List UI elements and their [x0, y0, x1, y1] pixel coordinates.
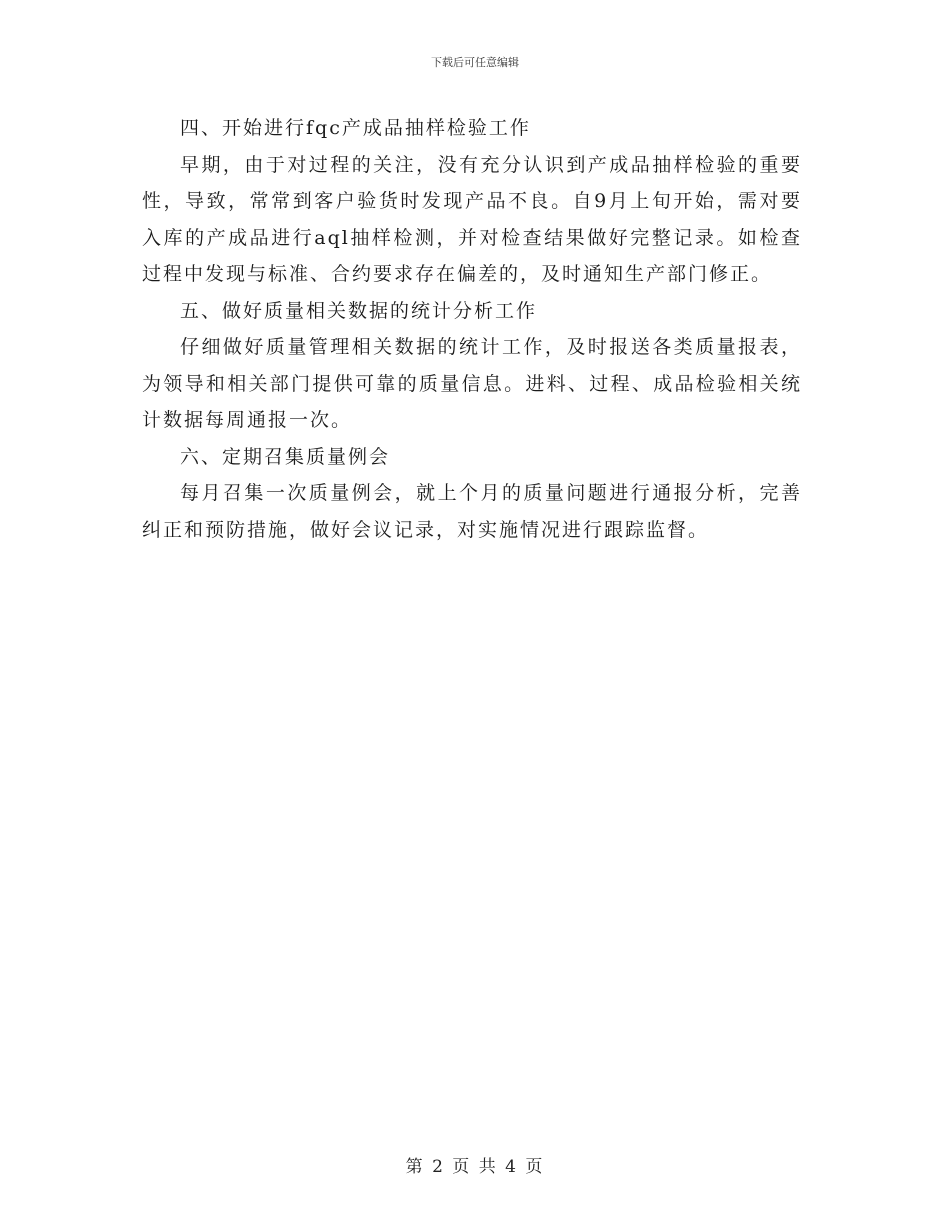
section-heading: 四、开始进行fqc产成品抽样检验工作 [180, 117, 531, 139]
section-paragraph: 每月召集一次质量例会，就上个月的质量问题进行通报分析，完善纠正和预防措施，做好会议记录，对实施情况进行跟踪监督。 [142, 482, 802, 541]
page-footer: 第 2 页 共 4 页 [405, 1157, 545, 1177]
section-heading: 六、定期召集质量例会 [180, 445, 391, 468]
section-paragraph: 仔细做好质量管理相关数据的统计工作，及时报送各类质量报表，为领导和相关部门提供可靠的质量信息。进料、过程、成品检验相关统计数据每周通报一次。 [142, 336, 802, 431]
document-body [142, 110, 802, 548]
header-note: 下载后可任意编辑 [431, 56, 519, 69]
section-heading: 五、做好质量相关数据的统计分析工作 [180, 299, 538, 322]
section-paragraph: 早期，由于对过程的关注，没有充分认识到产成品抽样检验的重要性，导致，常常到客户验货时发现产品不良。自9月上旬开始，需对要入库的产成品进行aql抽样检测，并对检查结果做好完整记录。如检查过程中发现与标准、合约要求存在偏差的，及时通知生产部门修正。 [142, 153, 802, 285]
